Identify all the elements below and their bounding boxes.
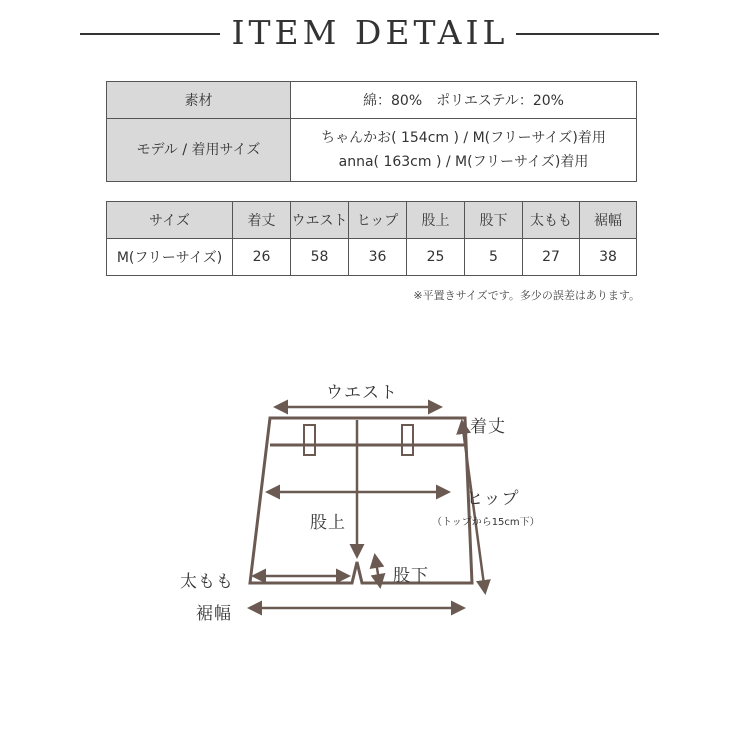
size-header-cell: サイズ [107,202,233,239]
size-header-cell: ヒップ [349,202,407,239]
hip-note-label: （トップから15cm下） [432,517,540,528]
rise-label: 股上 [310,513,346,533]
size-header-cell: 股下 [465,202,523,239]
waist-label: ウエスト [326,383,398,403]
size-note: ※平置きサイズです。多少の誤差はあります。 [413,289,640,302]
model-value-line-2: anna( 163cm ) / M(フリーサイズ)着用 [338,154,589,170]
model-label: モデル / 着用サイズ [107,119,291,182]
model-value-line-1: ちゃんかお( 154cm ) / M(フリーサイズ)着用 [321,130,606,146]
size-cell: 27 [523,239,580,276]
material-value-text: 綿：80% ポリエステル：20% [363,93,564,109]
size-cell: 25 [407,239,465,276]
measure-arrows [250,407,485,608]
size-cell: 36 [349,239,407,276]
thigh-label: 太もも [180,572,234,592]
size-header-cell: 着丈 [233,202,291,239]
length-label: 着丈 [470,417,506,437]
page-title: ITEM DETAIL [231,13,509,52]
size-header-cell: ウエスト [291,202,349,239]
size-header-cell: 太もも [523,202,580,239]
size-header-cell: 裾幅 [580,202,637,239]
size-header-cell: 股上 [407,202,465,239]
hip-label: ヒップ [466,489,520,509]
shorts-outline [250,418,472,583]
size-cell: M(フリーサイズ) [107,239,233,276]
material-label: 素材 [107,82,291,119]
size-cell: 58 [291,239,349,276]
size-cell: 26 [233,239,291,276]
size-cell: 38 [580,239,637,276]
size-cell: 5 [465,239,523,276]
inseam-label: 股下 [393,566,429,586]
hem-label: 裾幅 [196,604,232,624]
